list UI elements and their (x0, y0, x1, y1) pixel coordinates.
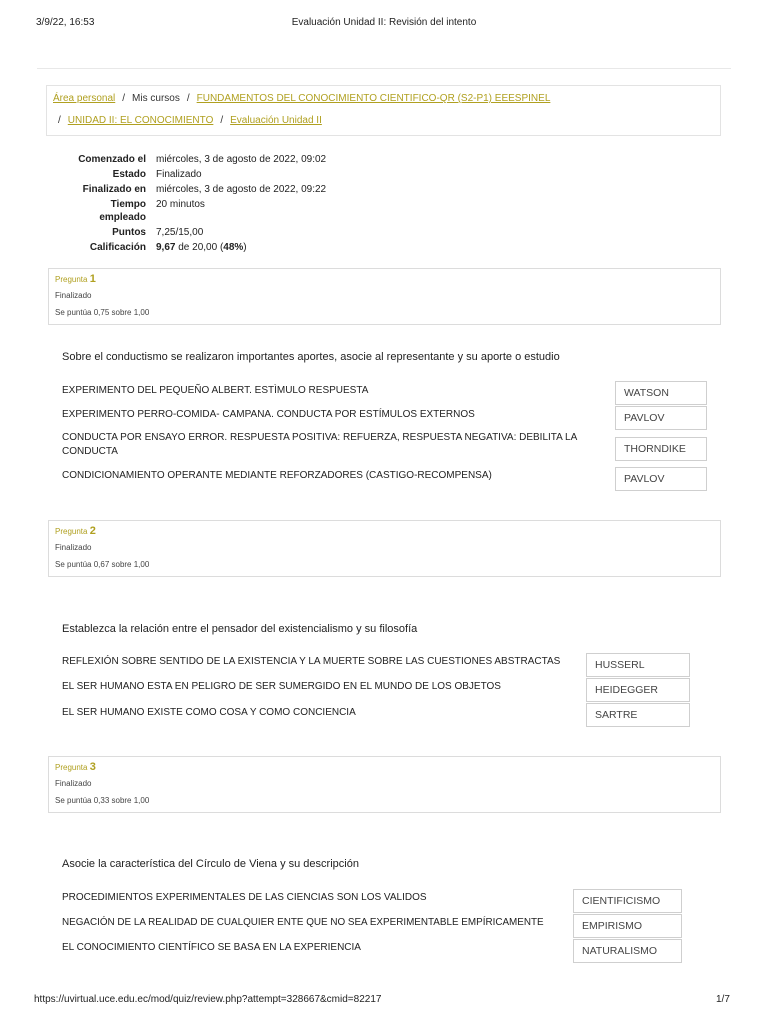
breadcrumb-course-link[interactable]: FUNDAMENTOS DEL CONOCIMIENTO CIENTIFICO-QR (S2-P1) EEESPINEL (196, 93, 551, 104)
breadcrumb-my-courses: Mis cursos (132, 93, 180, 104)
grade-end: ) (243, 242, 247, 253)
divider (37, 68, 731, 69)
match-answer-select[interactable]: HEIDEGGER (586, 678, 690, 702)
question-state: Finalizado (55, 291, 92, 300)
match-stem: PROCEDIMIENTOS EXPERIMENTALES DE LAS CIENCIAS SON LOS VALIDOS (62, 892, 427, 903)
question-grade: Se puntúa 0,75 sobre 1,00 (55, 308, 150, 317)
question-number-value: 1 (89, 273, 96, 285)
match-stem: NEGACIÓN DE LA REALIDAD DE CUALQUIER ENTE QUE NO SEA EXPERIMENTABLE EMPÍRICAMENTE (62, 917, 544, 928)
summary-row-started (56, 153, 456, 168)
grade-percent: 48% (223, 242, 244, 253)
match-answer-select[interactable]: CIENTIFICISMO (573, 889, 682, 913)
question-number (55, 273, 96, 285)
page-number: 1/7 (716, 994, 730, 1005)
summary-row-points (56, 226, 456, 241)
started-label: Comenzado el (78, 154, 146, 165)
breadcrumb-unit-link[interactable]: UNIDAD II: EL CONOCIMIENTO (67, 115, 214, 126)
match-answer-select[interactable]: HUSSERL (586, 653, 690, 677)
question-label: Pregunta (55, 763, 88, 772)
match-stem: REFLEXIÓN SOBRE SENTIDO DE LA EXISTENCIA Y LA MUERTE SOBRE LAS CUESTIONES ABSTRACTAS (62, 656, 561, 667)
print-title: Evaluación Unidad II: Revisión del intento (291, 17, 477, 28)
question-text-2: Establezca la relación entre el pensador del existencialismo y su filosofía (62, 623, 418, 635)
breadcrumb-quiz-link[interactable]: Evaluación Unidad II (230, 115, 322, 126)
breadcrumb-home-link[interactable]: Área personal (53, 93, 116, 104)
started-value: miércoles, 3 de agosto de 2022, 09:02 (156, 154, 327, 165)
print-date: 3/9/22, 16:53 (36, 17, 95, 28)
question-info-3 (48, 756, 721, 813)
question-number (55, 761, 96, 773)
match-stem: EL SER HUMANO EXISTE COMO COSA Y COMO CONCIENCIA (62, 707, 356, 718)
question-state: Finalizado (55, 543, 92, 552)
breadcrumb-separator: / (58, 115, 61, 126)
grade-score: 9,67 (156, 242, 176, 253)
summary-row-grade (56, 241, 456, 256)
points-label: Puntos (112, 227, 146, 238)
state-label: Estado (112, 169, 146, 180)
grade-label: Calificación (89, 242, 146, 253)
attempt-summary (56, 153, 456, 256)
points-value: 7,25/15,00 (156, 227, 204, 238)
match-answer-select[interactable]: THORNDIKE (615, 437, 707, 461)
state-value: Finalizado (156, 169, 202, 180)
finished-label: Finalizado en (82, 184, 146, 195)
match-stem: CONDUCTA POR ENSAYO ERROR. RESPUESTA POSITIVA: REFUERZA, RESPUESTA NEGATIVA: DEBILITA LA CONDUCTA (62, 432, 577, 457)
question-number-value: 3 (89, 761, 96, 773)
breadcrumb-row (53, 115, 322, 126)
print-url: https://uvirtual.uce.edu.ec/mod/quiz/review.php?attempt=328667&cmid=82217 (34, 994, 382, 1005)
time-value: 20 minutos (156, 199, 205, 210)
summary-row-finished (56, 183, 456, 198)
grade-value (156, 241, 247, 254)
summary-row-state (56, 168, 456, 183)
breadcrumb (46, 85, 721, 136)
match-answer-select[interactable]: WATSON (615, 381, 707, 405)
print-header (0, 17, 768, 31)
breadcrumb-separator: / (122, 93, 126, 104)
match-stem: EL SER HUMANO ESTA EN PELIGRO DE SER SUMERGIDO EN EL MUNDO DE LOS OBJETOS (62, 681, 501, 692)
breadcrumb-separator: / (220, 115, 224, 126)
question-grade: Se puntúa 0,67 sobre 1,00 (55, 560, 150, 569)
finished-value: miércoles, 3 de agosto de 2022, 09:22 (156, 184, 327, 195)
question-number-value: 2 (89, 525, 96, 537)
question-number (55, 525, 96, 537)
question-info-1 (48, 268, 721, 325)
match-stem: EXPERIMENTO PERRO-COMIDA- CAMPANA. CONDUCTA POR ESTÍMULOS EXTERNOS (62, 409, 475, 420)
question-info-2 (48, 520, 721, 577)
question-state: Finalizado (55, 779, 92, 788)
breadcrumb-row (53, 93, 550, 104)
match-answer-select[interactable]: NATURALISMO (573, 939, 682, 963)
match-answer-select[interactable]: SARTRE (586, 703, 690, 727)
match-answer-select[interactable]: PAVLOV (615, 467, 707, 491)
match-stem: EXPERIMENTO DEL PEQUEÑO ALBERT. ESTÌMULO RESPUESTA (62, 385, 369, 396)
grade-mid: de 20,00 ( (175, 242, 224, 253)
question-label: Pregunta (55, 527, 88, 536)
time-label: Tiempo empleado (99, 199, 146, 223)
match-answer-select[interactable]: EMPIRISMO (573, 914, 682, 938)
question-grade: Se puntúa 0,33 sobre 1,00 (55, 796, 150, 805)
match-stem: CONDICIONAMIENTO OPERANTE MEDIANTE REFORZADORES (CASTIGO-RECOMPENSA) (62, 470, 492, 481)
breadcrumb-separator: / (186, 93, 190, 104)
match-stem: EL CONOCIMIENTO CIENTÍFICO SE BASA EN LA EXPERIENCIA (62, 942, 361, 953)
question-text-3: Asocie la característica del Círculo de Viena y su descripción (62, 858, 359, 870)
question-label: Pregunta (55, 275, 88, 284)
question-text-1: Sobre el conductismo se realizaron importantes aportes, asocie al representante y su aporte o estudio (62, 351, 560, 363)
summary-row-time (56, 198, 456, 226)
match-answer-select[interactable]: PAVLOV (615, 406, 707, 430)
